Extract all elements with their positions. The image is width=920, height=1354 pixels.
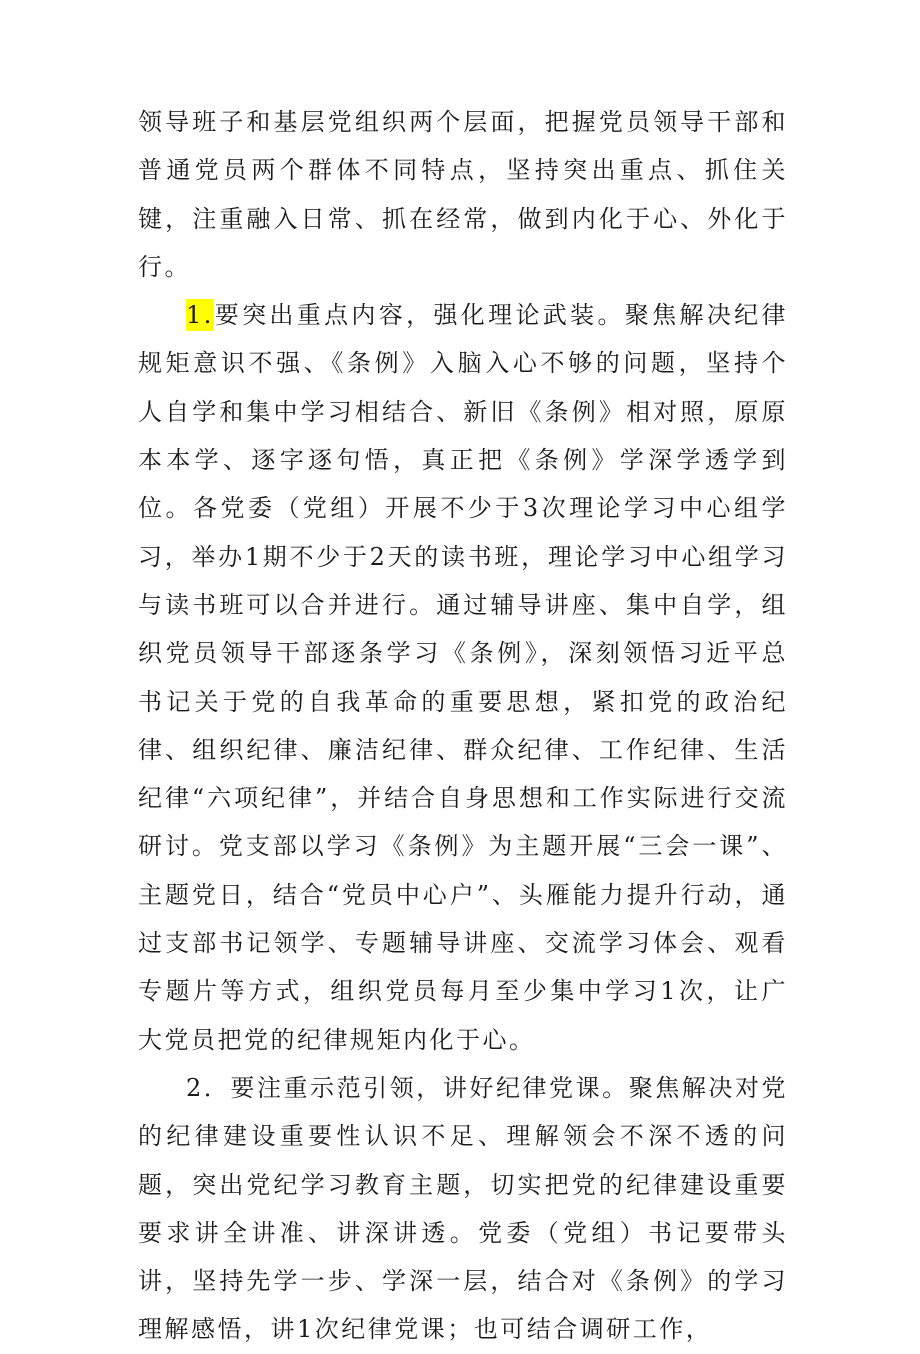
list-marker-highlighted: 1. (186, 301, 214, 330)
paragraph-text: 要突出重点内容，强化理论武装。聚焦解决纪律规矩意识不强、《条例》入脑入心不够的问题，坚持个人自学和集中学习相结合、新旧《条例》相对照，原原本本学、逐字逐句悟，真正把《条例》学深学透学到位。各党委（党组）开展不少于3次理论学习中心组学习，举办1期不少于2天的读书班，理论学习中心组学习与读书班可以合并进行。通过辅导讲座、集中自学，组织党员领导干部逐条学习《条例》，深刻领悟习近平总书记关于党的自我革命的重要思想，紧扣党的政治纪律、组织纪律、廉洁纪律、群众纪律、工作纪律、生活纪律“六项纪律”，并结合自身思想和工作实际进行交流研讨。党支部以学习《条例》为主题开展“三会一课”、主题党日，结合“党员中心户”、头雁能力提升行动，通过支部书记领学、专题辅导讲座、交流学习体会、观看专题片等方式，组织党员每月至少集中学习1次，让广大党员把党的纪律规矩内化于心。 (138, 301, 788, 1054)
paragraph-continuation (138, 98, 788, 291)
paragraph-text: 领导班子和基层党组织两个层面，把握党员领导干部和普通党员两个群体不同特点，坚持突出重点、抓住关键，注重融入日常、抓在经常，做到内化于心、外化于行。 (138, 108, 788, 281)
list-marker: 2． (186, 1073, 231, 1102)
paragraph-text: 要注重示范引领，讲好纪律党课。聚焦解决对党的纪律建设重要性认识不足、理解领会不深不透的问题，突出党纪学习教育主题，切实把党的纪律建设重要要求讲全讲准、讲深讲透。党委（党组）书记要带头讲，坚持先学一步、学深一层，结合对《条例》的学习理解感悟，讲1次纪律党课；也可结合调研工作， (138, 1073, 788, 1344)
document-body (138, 98, 788, 1354)
paragraph-item-2 (138, 1064, 788, 1354)
paragraph-item-1 (138, 291, 788, 1064)
